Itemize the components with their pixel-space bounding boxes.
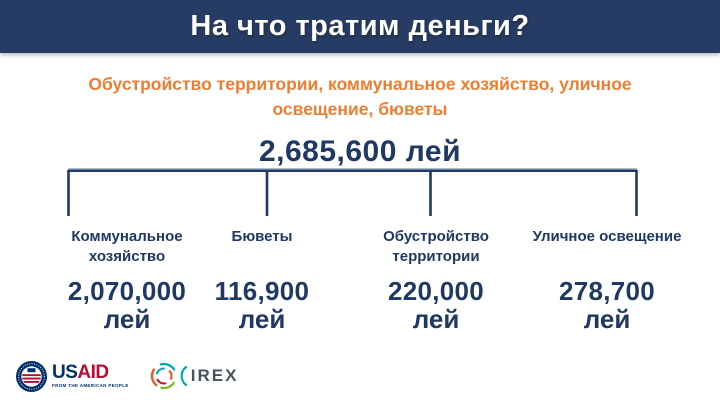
usaid-word-aid: AID: [77, 362, 109, 384]
usaid-seal-icon: [15, 360, 48, 393]
category-value: 116,900: [214, 276, 310, 306]
category-unit: лей: [103, 304, 151, 335]
usaid-wordmark: [52, 363, 129, 389]
irex-wordmark: IREX: [190, 366, 239, 385]
usaid-logo: [15, 360, 129, 393]
breakdown-column-byuvety: [197, 227, 327, 333]
category-unit: лей: [412, 304, 460, 335]
usaid-word-us: US: [52, 362, 78, 384]
usaid-tagline: FROM THE AMERICAN PEOPLE: [52, 383, 129, 389]
category-label: Коммунальное хозяйство: [71, 228, 183, 265]
breakdown-column-ulichnoe: [507, 227, 707, 333]
category-label: Уличное освещение: [532, 228, 682, 245]
category-value: 220,000: [387, 276, 485, 306]
page-title: На что тратим деньги?: [190, 10, 530, 42]
subtitle: Обустройство территории, коммунальное хозяйство, уличное освещение, бюветы: [88, 74, 632, 120]
total-amount: 2,685,600 лей: [258, 135, 462, 168]
category-value: 278,700: [558, 276, 656, 306]
category-value: 2,070,000: [67, 276, 187, 306]
header-bar: [0, 0, 720, 53]
breakdown-column-obustroystvo: [336, 227, 536, 333]
category-unit: лей: [238, 304, 286, 335]
category-unit: лей: [583, 304, 631, 335]
irex-logo: [149, 358, 239, 394]
category-label: Обустройство территории: [383, 228, 489, 265]
irex-burst-icon: [149, 358, 189, 394]
footer-logos: [15, 355, 238, 397]
category-label: Бюветы: [231, 228, 293, 245]
breakdown-columns: [0, 227, 720, 347]
